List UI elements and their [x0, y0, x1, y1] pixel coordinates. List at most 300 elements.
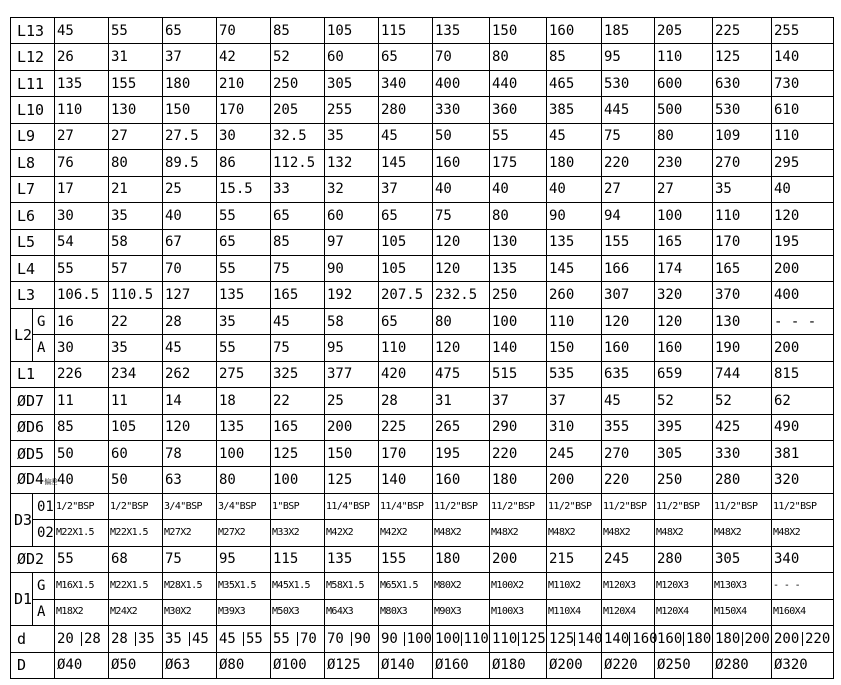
dimension-table — [10, 17, 834, 679]
value-cell: 27.5 — [163, 123, 217, 149]
value-cell: 95 — [217, 546, 271, 572]
value-cell: M130X3 — [713, 573, 772, 599]
value-cell: M48X2 — [655, 520, 713, 546]
value-cell: 200 — [547, 467, 602, 493]
group-label: L2 — [11, 308, 33, 361]
value-cell: M42X2 — [379, 520, 433, 546]
value-cell: 14 — [163, 388, 217, 414]
shaft-pair-cell — [325, 626, 379, 652]
row-label: L10 — [11, 97, 55, 123]
table-row — [11, 203, 834, 229]
value-cell: 11/2"BSP — [433, 493, 490, 519]
value-cell: 170 — [713, 229, 772, 255]
value-cell: 220 — [802, 632, 833, 646]
row-label: L7 — [11, 176, 55, 202]
value-cell: M35X1.5 — [217, 573, 271, 599]
table-row — [11, 493, 834, 519]
value-cell: 28 — [379, 388, 433, 414]
value-cell: 200 — [774, 630, 800, 647]
value-cell: 37 — [379, 176, 433, 202]
value-cell: 744 — [713, 361, 772, 387]
value-cell: 20 — [57, 630, 74, 647]
value-cell: 105 — [325, 18, 379, 44]
value-cell: 635 — [602, 361, 655, 387]
value-cell: 45 — [602, 388, 655, 414]
value-cell: 11/2"BSP — [547, 493, 602, 519]
value-cell: 195 — [772, 229, 834, 255]
value-cell: 1/2"BSP — [55, 493, 109, 519]
table-row — [11, 308, 834, 334]
table-row — [11, 361, 834, 387]
value-cell: 35 — [217, 308, 271, 334]
shaft-pair-cell — [55, 626, 109, 652]
value-cell: 160 — [655, 335, 713, 361]
value-cell: 155 — [379, 546, 433, 572]
value-cell: M65X1.5 — [379, 573, 433, 599]
value-cell: 420 — [379, 361, 433, 387]
value-cell: 530 — [713, 97, 772, 123]
row-label: L13 — [11, 18, 55, 44]
value-cell: 130 — [109, 97, 163, 123]
value-cell: 26 — [55, 44, 109, 70]
table-row — [11, 467, 834, 493]
value-cell: 65 — [217, 229, 271, 255]
value-cell: 80 — [109, 150, 163, 176]
value-cell: 100 — [435, 630, 461, 647]
shaft-pair-cell — [379, 626, 433, 652]
value-cell: 33 — [271, 176, 325, 202]
value-cell: 28 — [163, 308, 217, 334]
value-cell: 130 — [490, 229, 547, 255]
value-cell: 52 — [271, 44, 325, 70]
value-cell: 310 — [547, 414, 602, 440]
value-cell: 45 — [271, 308, 325, 334]
value-cell: 370 — [713, 282, 772, 308]
value-cell: 145 — [379, 150, 433, 176]
value-cell: 85 — [271, 18, 325, 44]
value-cell: 330 — [713, 441, 772, 467]
value-cell: 60 — [325, 44, 379, 70]
value-cell: 385 — [547, 97, 602, 123]
value-cell: 35 — [713, 176, 772, 202]
value-cell: 109 — [713, 123, 772, 149]
value-cell: 340 — [772, 546, 834, 572]
value-cell: 215 — [547, 546, 602, 572]
value-cell: 275 — [217, 361, 271, 387]
value-cell: M100X2 — [490, 573, 547, 599]
value-cell: 395 — [655, 414, 713, 440]
value-cell: M64X3 — [325, 599, 379, 625]
value-cell: M22X1.5 — [55, 520, 109, 546]
row-label: ØD2 — [11, 546, 55, 572]
value-cell: 65 — [379, 308, 433, 334]
value-cell: 207.5 — [379, 282, 433, 308]
row-label: L12 — [11, 44, 55, 70]
value-cell: Ø140 — [379, 652, 433, 678]
value-cell: M45X1.5 — [271, 573, 325, 599]
value-cell: 165 — [271, 414, 325, 440]
value-cell: 3/4"BSP — [163, 493, 217, 519]
value-cell: 60 — [109, 441, 163, 467]
value-cell: 70 — [327, 630, 344, 647]
value-cell: 55 — [55, 546, 109, 572]
value-cell: M150X4 — [713, 599, 772, 625]
value-cell: 166 — [602, 255, 655, 281]
value-cell: 360 — [490, 97, 547, 123]
value-cell: 25 — [163, 176, 217, 202]
table-row — [11, 150, 834, 176]
table-row — [11, 229, 834, 255]
value-cell: 250 — [490, 282, 547, 308]
value-cell: 140 — [379, 467, 433, 493]
value-cell: 174 — [655, 255, 713, 281]
table-row — [11, 388, 834, 414]
value-cell: 30 — [217, 123, 271, 149]
value-cell: M22X1.5 — [109, 520, 163, 546]
value-cell: 120 — [655, 308, 713, 334]
value-cell: M27X2 — [217, 520, 271, 546]
value-cell: 50 — [55, 441, 109, 467]
value-cell: 140 — [490, 335, 547, 361]
value-cell: 160 — [602, 335, 655, 361]
value-cell: 220 — [602, 467, 655, 493]
value-cell: 110 — [713, 203, 772, 229]
value-cell: 180 — [547, 150, 602, 176]
value-cell: 80 — [433, 308, 490, 334]
value-cell: 155 — [602, 229, 655, 255]
value-cell: 250 — [655, 467, 713, 493]
value-cell: 55 — [55, 255, 109, 281]
value-cell: 205 — [655, 18, 713, 44]
value-cell: 175 — [490, 150, 547, 176]
value-cell: M160X4 — [772, 599, 834, 625]
row-label: L4 — [11, 255, 55, 281]
value-cell: 610 — [772, 97, 834, 123]
value-cell: 475 — [433, 361, 490, 387]
value-cell: M28X1.5 — [163, 573, 217, 599]
value-cell: 60 — [325, 203, 379, 229]
value-cell: 1"BSP — [271, 493, 325, 519]
value-cell: M120X3 — [602, 573, 655, 599]
value-cell: 22 — [109, 308, 163, 334]
value-cell: 76 — [55, 150, 109, 176]
value-cell: 75 — [271, 335, 325, 361]
value-cell: 110 — [772, 123, 834, 149]
value-cell: M58X1.5 — [325, 573, 379, 599]
table-row — [11, 441, 834, 467]
value-cell: 465 — [547, 70, 602, 96]
value-cell: 35 — [109, 335, 163, 361]
row-label: L5 — [11, 229, 55, 255]
value-cell: 155 — [109, 70, 163, 96]
value-cell: 325 — [271, 361, 325, 387]
value-cell: M90X3 — [433, 599, 490, 625]
value-cell: 377 — [325, 361, 379, 387]
value-cell: 535 — [547, 361, 602, 387]
value-cell: 100 — [655, 203, 713, 229]
value-cell: 160 — [433, 467, 490, 493]
value-cell: 355 — [602, 414, 655, 440]
value-cell: 295 — [772, 150, 834, 176]
value-cell: 180 — [433, 546, 490, 572]
value-cell: 125 — [518, 632, 547, 646]
value-cell: M110X4 — [547, 599, 602, 625]
value-cell: 150 — [163, 97, 217, 123]
table-row — [11, 599, 834, 625]
value-cell: Ø280 — [713, 652, 772, 678]
value-cell: 37 — [163, 44, 217, 70]
value-cell: 120 — [772, 203, 834, 229]
value-cell: 180 — [683, 632, 712, 646]
value-cell: 32 — [325, 176, 379, 202]
value-cell: 307 — [602, 282, 655, 308]
table-row — [11, 282, 834, 308]
value-cell: 120 — [602, 308, 655, 334]
value-cell: 130 — [713, 308, 772, 334]
value-cell: 30 — [55, 203, 109, 229]
table-row — [11, 44, 834, 70]
value-cell: M27X2 — [163, 520, 217, 546]
value-cell: 52 — [713, 388, 772, 414]
value-cell: 305 — [713, 546, 772, 572]
value-cell: 35 — [109, 203, 163, 229]
value-cell: 11 — [109, 388, 163, 414]
value-cell: 230 — [655, 150, 713, 176]
table-row — [11, 414, 834, 440]
value-cell: 105 — [109, 414, 163, 440]
value-cell: 280 — [379, 97, 433, 123]
value-cell: 170 — [217, 97, 271, 123]
value-cell: Ø200 — [547, 652, 602, 678]
value-cell: 16 — [55, 308, 109, 334]
value-cell: 120 — [433, 335, 490, 361]
value-cell: M48X2 — [490, 520, 547, 546]
value-cell: - - - — [772, 308, 834, 334]
value-cell: 54 — [55, 229, 109, 255]
value-cell: 135 — [217, 282, 271, 308]
value-cell: 80 — [490, 44, 547, 70]
value-cell: Ø100 — [271, 652, 325, 678]
value-cell: 31 — [433, 388, 490, 414]
value-cell: 30 — [55, 335, 109, 361]
value-cell: 31 — [109, 44, 163, 70]
value-cell: M120X4 — [602, 599, 655, 625]
value-cell: 42 — [217, 44, 271, 70]
row-label: D — [11, 652, 55, 678]
value-cell: 45 — [189, 632, 216, 646]
value-cell: 165 — [713, 255, 772, 281]
value-cell: 27 — [655, 176, 713, 202]
value-cell: 255 — [325, 97, 379, 123]
value-cell: 65 — [271, 203, 325, 229]
value-cell: M48X2 — [547, 520, 602, 546]
sub-label: 01 — [33, 493, 55, 519]
value-cell: 530 — [602, 70, 655, 96]
value-cell: 100 — [490, 308, 547, 334]
value-cell: 120 — [163, 414, 217, 440]
table-row — [11, 626, 834, 652]
value-cell: M48X2 — [433, 520, 490, 546]
value-cell: 37 — [547, 388, 602, 414]
value-cell: 55 — [109, 18, 163, 44]
value-cell: 90 — [325, 255, 379, 281]
value-cell: 67 — [163, 229, 217, 255]
value-cell: 57 — [109, 255, 163, 281]
value-cell: 27 — [602, 176, 655, 202]
value-cell: Ø180 — [490, 652, 547, 678]
value-cell: 232.5 — [433, 282, 490, 308]
value-cell: 100 — [217, 441, 271, 467]
value-cell: 75 — [163, 546, 217, 572]
value-cell: 63 — [163, 467, 217, 493]
shaft-pair-cell — [602, 626, 658, 652]
value-cell: 305 — [325, 70, 379, 96]
shaft-pair-cell — [217, 626, 271, 652]
sub-label: G — [33, 573, 55, 599]
value-cell: 3/4"BSP — [217, 493, 271, 519]
value-cell: 97 — [325, 229, 379, 255]
value-cell: 75 — [271, 255, 325, 281]
value-cell: 100 — [404, 632, 432, 646]
value-cell: Ø220 — [602, 652, 655, 678]
value-cell: 105 — [379, 255, 433, 281]
value-cell: 45 — [379, 123, 433, 149]
value-cell: M22X1.5 — [109, 573, 163, 599]
value-cell: 255 — [772, 18, 834, 44]
value-cell: 340 — [379, 70, 433, 96]
value-cell: 135 — [547, 229, 602, 255]
value-cell: 110 — [655, 44, 713, 70]
value-cell: 135 — [433, 18, 490, 44]
value-cell: 320 — [655, 282, 713, 308]
value-cell: 45 — [219, 630, 236, 647]
table-row — [11, 546, 834, 572]
value-cell: 45 — [547, 123, 602, 149]
value-cell: 125 — [325, 467, 379, 493]
value-cell: 105 — [379, 229, 433, 255]
row-label: L6 — [11, 203, 55, 229]
value-cell: 500 — [655, 97, 713, 123]
value-cell: Ø80 — [217, 652, 271, 678]
value-cell: 659 — [655, 361, 713, 387]
value-cell: 165 — [271, 282, 325, 308]
value-cell: M16X1.5 — [55, 573, 109, 599]
shaft-pair-cell — [109, 626, 163, 652]
value-cell: 140 — [772, 44, 834, 70]
value-cell: 32.5 — [271, 123, 325, 149]
value-cell: 110 — [461, 632, 490, 646]
value-cell: 125 — [713, 44, 772, 70]
value-cell: 78 — [163, 441, 217, 467]
value-cell: 730 — [772, 70, 834, 96]
value-cell: 40 — [547, 176, 602, 202]
value-cell: 65 — [163, 18, 217, 44]
value-cell: 180 — [163, 70, 217, 96]
table-body — [11, 18, 834, 679]
value-cell: 400 — [433, 70, 490, 96]
value-cell: 290 — [490, 414, 547, 440]
value-cell: 110 — [55, 97, 109, 123]
value-cell: 270 — [602, 441, 655, 467]
value-cell: Ø160 — [433, 652, 490, 678]
value-cell: 245 — [547, 441, 602, 467]
row-label: L8 — [11, 150, 55, 176]
table-row — [11, 123, 834, 149]
table-row — [11, 335, 834, 361]
value-cell: 160 — [547, 18, 602, 44]
tolerance-note: 偏差 — [44, 477, 58, 486]
value-cell: 160 — [629, 632, 657, 646]
value-cell: 58 — [325, 308, 379, 334]
table-row — [11, 176, 834, 202]
value-cell: 245 — [602, 546, 655, 572]
value-cell: 180 — [490, 467, 547, 493]
value-cell: M24X2 — [109, 599, 163, 625]
value-cell: 35 — [135, 632, 162, 646]
value-cell: 70 — [433, 44, 490, 70]
value-cell: 40 — [433, 176, 490, 202]
value-cell: 106.5 — [55, 282, 109, 308]
value-cell: 200 — [490, 546, 547, 572]
sub-label: A — [33, 335, 55, 361]
value-cell: 195 — [433, 441, 490, 467]
table-row — [11, 652, 834, 678]
value-cell: 52 — [655, 388, 713, 414]
shaft-pair-cell — [163, 626, 217, 652]
value-cell: M80X3 — [379, 599, 433, 625]
value-cell: 70 — [297, 632, 324, 646]
table-row — [11, 18, 834, 44]
value-cell: 11/4"BSP — [379, 493, 433, 519]
value-cell: 120 — [433, 229, 490, 255]
value-cell: 190 — [713, 335, 772, 361]
sub-label: 02 — [33, 520, 55, 546]
value-cell: 37 — [490, 388, 547, 414]
value-cell: 11 — [55, 388, 109, 414]
value-cell: 68 — [109, 546, 163, 572]
value-cell: 120 — [433, 255, 490, 281]
value-cell: 192 — [325, 282, 379, 308]
value-cell: 28 — [81, 632, 108, 646]
value-cell: 21 — [109, 176, 163, 202]
value-cell: 630 — [713, 70, 772, 96]
value-cell: 55 — [217, 335, 271, 361]
value-cell: M30X2 — [163, 599, 217, 625]
value-cell: 18 — [217, 388, 271, 414]
value-cell: 150 — [547, 335, 602, 361]
value-cell: 425 — [713, 414, 772, 440]
value-cell: 225 — [713, 18, 772, 44]
value-cell: 185 — [602, 18, 655, 44]
value-cell: 35 — [165, 630, 182, 647]
value-cell: 600 — [655, 70, 713, 96]
value-cell: 27 — [109, 123, 163, 149]
row-label: L1 — [11, 361, 55, 387]
shaft-pair-cell — [490, 626, 547, 652]
value-cell: 210 — [217, 70, 271, 96]
value-cell: 132 — [325, 150, 379, 176]
value-cell: 80 — [655, 123, 713, 149]
value-cell: M18X2 — [55, 599, 109, 625]
value-cell: 220 — [490, 441, 547, 467]
value-cell: 225 — [379, 414, 433, 440]
value-cell: 135 — [217, 414, 271, 440]
value-cell: 80 — [490, 203, 547, 229]
shaft-pair-cell — [655, 626, 713, 652]
value-cell: M39X3 — [217, 599, 271, 625]
value-cell: 110 — [379, 335, 433, 361]
value-cell: 11/2"BSP — [490, 493, 547, 519]
